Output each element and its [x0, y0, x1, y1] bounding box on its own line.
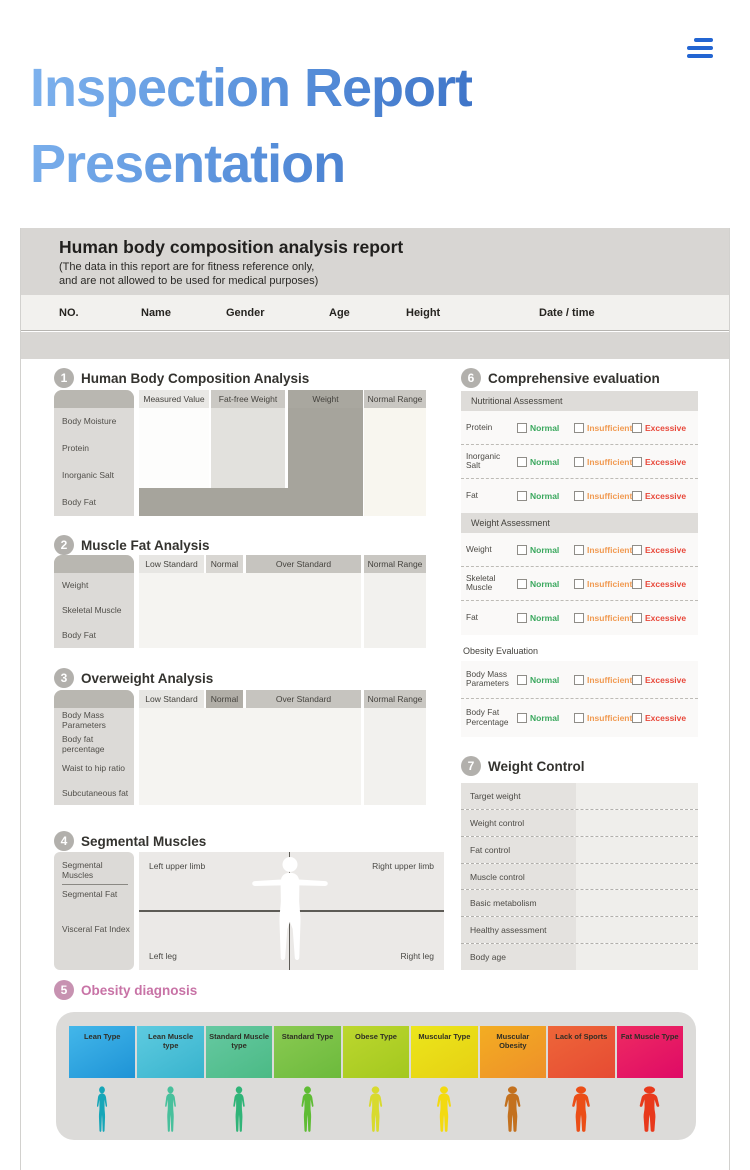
row-labels-header — [54, 390, 134, 408]
page-title-line2: Presentation — [30, 134, 346, 194]
row-label: Segmental Muscles — [62, 860, 128, 885]
row-label: Visceral Fat Index — [62, 924, 130, 934]
obesity-type-cell: Muscular Type — [411, 1026, 477, 1078]
col-header-low-standard: Low Standard — [139, 690, 204, 708]
obesity-type-scale — [69, 1026, 683, 1078]
evaluation-row-body-fat-percentage: Body Fat Percentage Normal Insufficient Excessive — [466, 707, 687, 727]
checkbox-insufficient[interactable] — [574, 457, 584, 467]
fat-free-weight-column — [211, 408, 285, 488]
section-title-overweight: 3 Overweight Analysis — [54, 668, 213, 688]
composition-row-labels — [54, 390, 134, 516]
group-header: Weight Assessment — [461, 513, 698, 533]
body-figure — [411, 1084, 477, 1134]
muscle-fat-body — [139, 573, 361, 648]
col-header-measured-value: Measured Value — [139, 390, 209, 408]
hamburger-icon — [687, 46, 713, 50]
field-datetime: Date / time — [539, 306, 595, 319]
section-number-badge: 4 — [54, 831, 74, 851]
report-card — [20, 228, 730, 1170]
overweight-body — [139, 708, 361, 805]
body-figure — [617, 1084, 683, 1134]
col-header-fat-free-weight: Fat-free Weight — [211, 390, 285, 408]
nutritional-assessment-group — [461, 391, 698, 513]
body-figure — [137, 1084, 203, 1134]
obesity-type-cell: Lean Muscle type — [137, 1026, 203, 1078]
value-cell — [576, 890, 698, 916]
col-header-normal-range: Normal Range — [364, 690, 426, 708]
evaluation-row-fat: Fat Normal Insufficient Excessive — [466, 612, 687, 623]
report-header — [21, 228, 729, 295]
row-label: Body fat percentage — [62, 733, 105, 755]
body-figure-icon — [162, 1086, 179, 1134]
normal-range-column — [364, 573, 426, 648]
row-label: Skeletal Muscle — [62, 605, 122, 616]
checkbox-excessive[interactable] — [632, 457, 642, 467]
col-header-over-standard: Over Standard — [246, 690, 361, 708]
row-label: Body Moisture — [62, 416, 117, 427]
body-figure — [206, 1084, 272, 1134]
checkbox-excessive[interactable] — [632, 545, 642, 555]
evaluation-row-skeletal-muscle: Skeletal Muscle Normal Insufficient Excessive — [461, 567, 698, 601]
col-header-normal-range: Normal Range — [364, 555, 426, 573]
value-cell — [576, 783, 698, 809]
checkbox-insufficient[interactable] — [574, 491, 584, 501]
divider-band — [21, 332, 729, 359]
row-label: Inorganic Salt — [62, 470, 114, 481]
checkbox-normal[interactable] — [517, 675, 527, 685]
row-label: Body Fat — [62, 497, 97, 508]
body-figure-icon — [500, 1086, 525, 1134]
obesity-type-cell: Standard Muscle type — [206, 1026, 272, 1078]
section-number-badge: 7 — [461, 756, 481, 776]
checkbox-excessive[interactable] — [632, 491, 642, 501]
row-label: Segmental Fat — [62, 889, 118, 899]
quadrant-label-left-upper-limb: Left upper limb — [149, 861, 206, 871]
menu-button[interactable] — [686, 38, 716, 62]
normal-range-column — [364, 408, 426, 516]
section-number-badge: 6 — [461, 368, 481, 388]
row-labels-header — [54, 690, 134, 708]
evaluation-row-weight: Weight Normal Insufficient Excessive — [461, 533, 698, 567]
body-figure — [274, 1084, 340, 1134]
obesity-type-cell: Obese Type — [343, 1026, 409, 1078]
checkbox-insufficient[interactable] — [574, 423, 584, 433]
page-title — [30, 50, 472, 202]
page-title-line1: Inspection Report — [30, 58, 473, 118]
segmental-row-labels — [54, 852, 134, 970]
report-fields-row — [21, 295, 729, 331]
obesity-type-cell: Muscular Obesity — [480, 1026, 546, 1078]
section-number-badge: 5 — [54, 980, 74, 1000]
evaluation-row-body-mass-parameters: Body Mass Parameters Normal Insufficient Excessive — [461, 661, 698, 699]
body-figure — [548, 1084, 614, 1134]
segmental-diagram — [139, 852, 444, 970]
body-figure — [480, 1084, 546, 1134]
row-label: Protein — [62, 443, 89, 454]
checkbox-insufficient[interactable] — [574, 545, 584, 555]
checkbox-normal[interactable] — [517, 545, 527, 555]
table-row: Healthy assessment — [461, 917, 698, 944]
quadrant-label-right-leg: Right leg — [400, 951, 434, 961]
row-label: Waist to hip ratio — [62, 763, 125, 774]
obesity-figures-row — [69, 1084, 683, 1134]
evaluation-row-fat: Fat Normal Insufficient Excessive — [466, 490, 687, 501]
quadrant-label-right-upper-limb: Right upper limb — [372, 861, 434, 871]
checkbox-excessive[interactable] — [632, 579, 642, 589]
checkbox-normal[interactable] — [517, 613, 527, 623]
table-row: Body age — [461, 944, 698, 970]
value-cell — [576, 944, 698, 970]
table-row: Muscle control — [461, 864, 698, 891]
body-figure-icon — [94, 1086, 110, 1134]
section-title-composition: 1 Human Body Composition Analysis — [54, 368, 309, 388]
row-label: Body Mass Parameters — [62, 709, 106, 731]
obesity-diagnosis-panel — [56, 1012, 696, 1140]
body-figure-icon — [433, 1086, 455, 1134]
checkbox-insufficient[interactable] — [574, 675, 584, 685]
section-number-badge: 1 — [54, 368, 74, 388]
body-figure-icon — [567, 1086, 595, 1134]
body-fat-band — [139, 488, 363, 516]
body-figure-icon — [634, 1086, 665, 1134]
col-header-normal-range: Normal Range — [364, 390, 426, 408]
overweight-row-labels — [54, 690, 134, 805]
group-header: Nutritional Assessment — [461, 391, 698, 411]
section-title-muscle-fat: 2 Muscle Fat Analysis — [54, 535, 210, 555]
section-number-badge: 3 — [54, 668, 74, 688]
section-title-weight-control: 7 Weight Control — [461, 756, 584, 776]
section-title-segmental: 4 Segmental Muscles — [54, 831, 206, 851]
report-title: Human body composition analysis report — [59, 237, 404, 257]
human-body-icon — [245, 854, 335, 968]
weight-control-table — [461, 783, 698, 970]
obesity-type-cell: Lack of Sports — [548, 1026, 614, 1078]
field-age: Age — [329, 306, 350, 319]
report-disclaimer: (The data in this report are for fitness reference only, and are not allowed to be used for medical purposes) — [59, 261, 319, 287]
section-title-obesity: 5 Obesity diagnosis — [54, 980, 197, 1000]
checkbox-excessive[interactable] — [632, 423, 642, 433]
value-cell — [576, 917, 698, 943]
col-header-over-standard: Over Standard — [246, 555, 361, 573]
table-row: Weight control — [461, 810, 698, 837]
row-labels-header — [54, 555, 134, 573]
hamburger-icon — [687, 54, 713, 58]
table-row: Target weight — [461, 783, 698, 810]
section-title-evaluation: 6 Comprehensive evaluation — [461, 368, 660, 388]
row-label: Body Fat — [62, 630, 97, 641]
checkbox-insufficient[interactable] — [574, 579, 584, 589]
normal-range-column — [364, 708, 426, 805]
body-figure — [69, 1084, 135, 1134]
table-row: Fat control — [461, 837, 698, 864]
body-figure — [343, 1084, 409, 1134]
obesity-type-cell: Standard Type — [274, 1026, 340, 1078]
field-name: Name — [141, 306, 171, 319]
evaluation-row-inorganic-salt: Inorganic Salt Normal Insufficient Excessive — [461, 445, 698, 479]
checkbox-excessive[interactable] — [632, 713, 642, 723]
section-number-badge: 2 — [54, 535, 74, 555]
hamburger-icon — [694, 38, 713, 42]
row-label: Weight — [62, 580, 89, 591]
checkbox-insufficient[interactable] — [574, 713, 584, 723]
evaluation-row-protein: Protein Normal Insufficient Excessive — [461, 411, 698, 445]
checkbox-excessive[interactable] — [632, 613, 642, 623]
field-height: Height — [406, 306, 441, 319]
field-gender: Gender — [226, 306, 265, 319]
value-cell — [576, 864, 698, 890]
field-no: NO. — [59, 306, 79, 319]
checkbox-normal[interactable] — [517, 579, 527, 589]
checkbox-normal[interactable] — [517, 423, 527, 433]
body-figure-icon — [365, 1086, 386, 1134]
table-row: Basic metabolism — [461, 890, 698, 917]
row-label: Subcutaneous fat — [62, 787, 129, 798]
body-figure-icon — [298, 1086, 317, 1134]
col-header-weight: Weight — [288, 390, 363, 408]
checkbox-normal[interactable] — [517, 713, 527, 723]
col-header-normal: Normal — [206, 555, 243, 573]
obesity-type-cell: Fat Muscle Type — [617, 1026, 683, 1078]
checkbox-insufficient[interactable] — [574, 613, 584, 623]
measured-value-column — [139, 408, 209, 488]
obesity-evaluation-group — [461, 661, 698, 737]
col-header-low-standard: Low Standard — [139, 555, 204, 573]
checkbox-normal[interactable] — [517, 491, 527, 501]
col-header-normal: Normal — [206, 690, 243, 708]
weight-assessment-group — [461, 513, 698, 635]
checkbox-excessive[interactable] — [632, 675, 642, 685]
muscle-fat-row-labels — [54, 555, 134, 648]
value-cell — [576, 837, 698, 863]
value-cell — [576, 810, 698, 836]
obesity-evaluation-header: Obesity Evaluation — [463, 646, 539, 656]
checkbox-normal[interactable] — [517, 457, 527, 467]
quadrant-label-left-leg: Left leg — [149, 951, 177, 961]
body-figure-icon — [230, 1086, 248, 1134]
obesity-type-cell: Lean Type — [69, 1026, 135, 1078]
